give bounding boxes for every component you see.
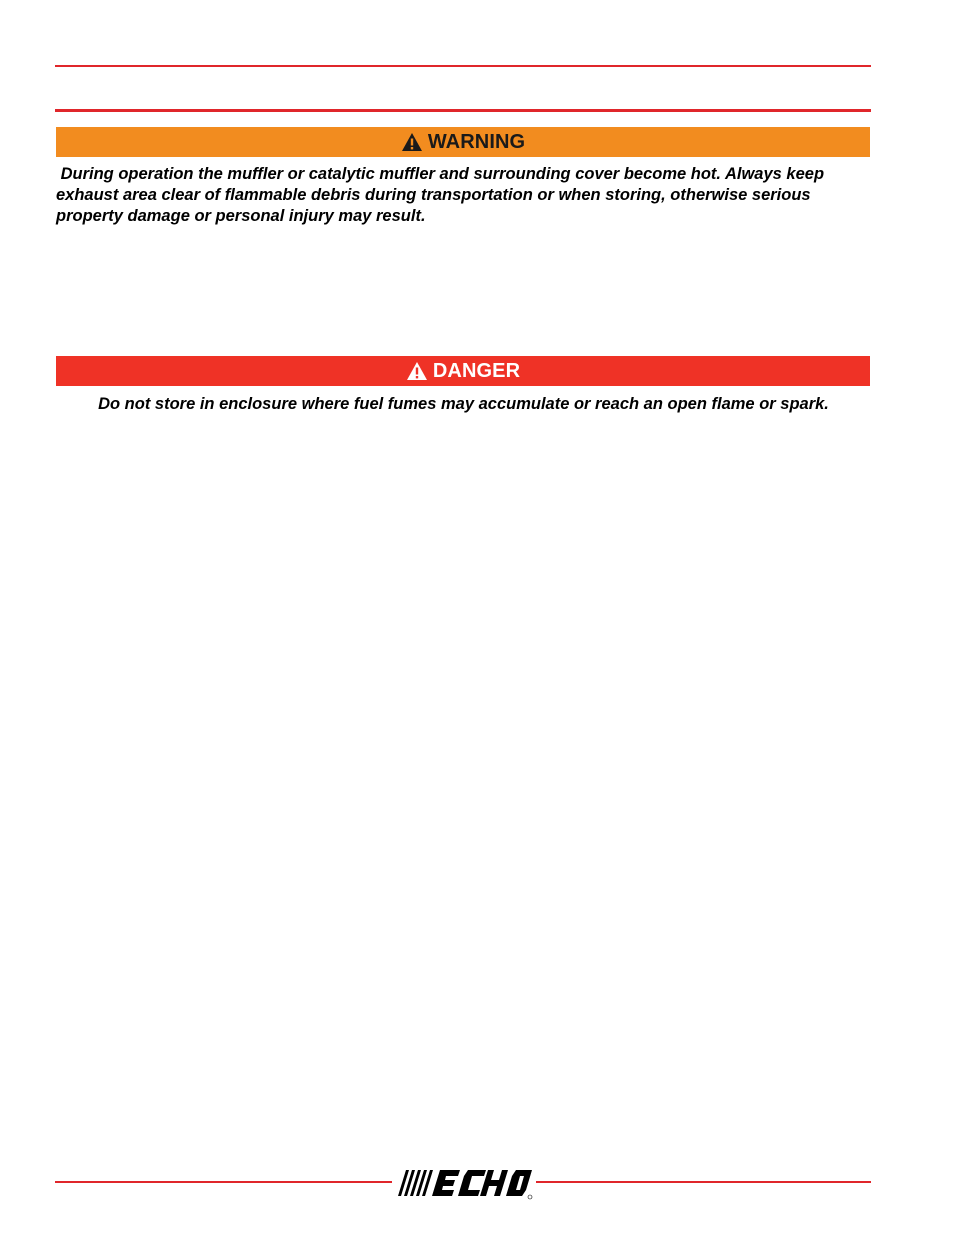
warning-triangle-icon	[401, 132, 423, 152]
header-rule-bottom	[55, 109, 871, 112]
danger-message: Do not store in enclosure where fuel fumes may accumulate or reach an open flame or spark.	[98, 395, 829, 413]
echo-logo	[392, 1166, 536, 1200]
warning-label: WARNING	[427, 130, 526, 153]
warning-triangle-icon	[406, 361, 428, 381]
danger-banner	[56, 356, 870, 386]
header-rule-top	[55, 65, 871, 67]
danger-label: DANGER	[432, 359, 521, 382]
footer-rule-right	[536, 1181, 871, 1183]
footer-rule-left	[55, 1181, 392, 1183]
warning-message: During operation the muffler or catalytic muffler and surrounding cover become hot. Always keep exhaust area clear of flammable debris during transportation or when storing, otherwise serious property damage or personal injury may result.	[56, 165, 829, 225]
warning-banner	[56, 127, 870, 157]
